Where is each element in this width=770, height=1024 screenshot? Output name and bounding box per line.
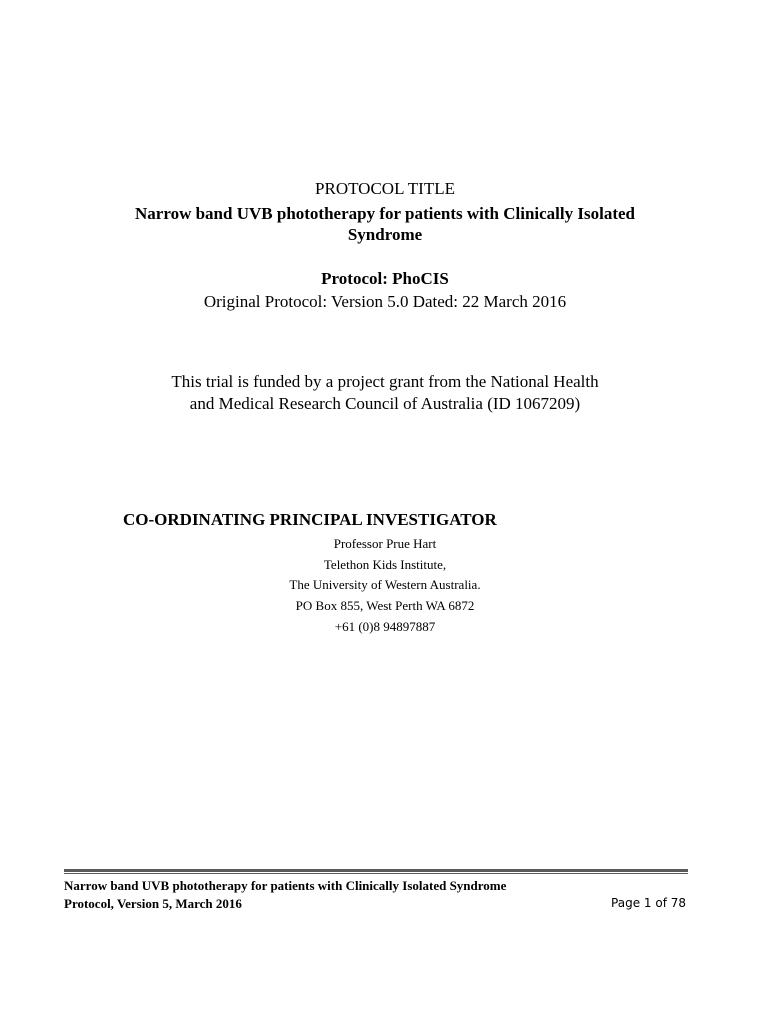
investigator-university: The University of Western Australia.	[289, 577, 481, 592]
main-title-line-1: Narrow band UVB phototherapy for patients with Clinically Isolated	[135, 204, 635, 223]
main-title-line-2: Syndrome	[347, 225, 423, 244]
footer-version: Protocol, Version 5, March 2016	[64, 896, 242, 911]
protocol-name: Protocol: PhoCIS	[321, 269, 449, 288]
footer-divider-thin	[64, 873, 688, 874]
investigator-name: Professor Prue Hart	[333, 536, 437, 551]
investigator-institute: Telethon Kids Institute,	[323, 557, 447, 572]
investigator-heading: CO-ORDINATING PRINCIPAL INVESTIGATOR	[123, 510, 497, 529]
original-protocol-version: Original Protocol: Version 5.0 Dated: 22 March 2016	[203, 292, 567, 311]
funding-statement-line-2: and Medical Research Council of Australia (ID 1067209)	[189, 394, 581, 413]
protocol-title-label: PROTOCOL TITLE	[315, 179, 455, 198]
funding-statement-line-1: This trial is funded by a project grant from the National Health	[171, 372, 599, 391]
investigator-phone: +61 (0)8 94897887	[334, 619, 436, 634]
investigator-address: PO Box 855, West Perth WA 6872	[295, 598, 475, 613]
footer-divider	[64, 869, 688, 874]
footer-page-number: Page 1 of 78	[611, 896, 686, 910]
footer-title: Narrow band UVB phototherapy for patients with Clinically Isolated Syndrome	[64, 878, 507, 893]
footer-divider-thick	[64, 869, 688, 872]
